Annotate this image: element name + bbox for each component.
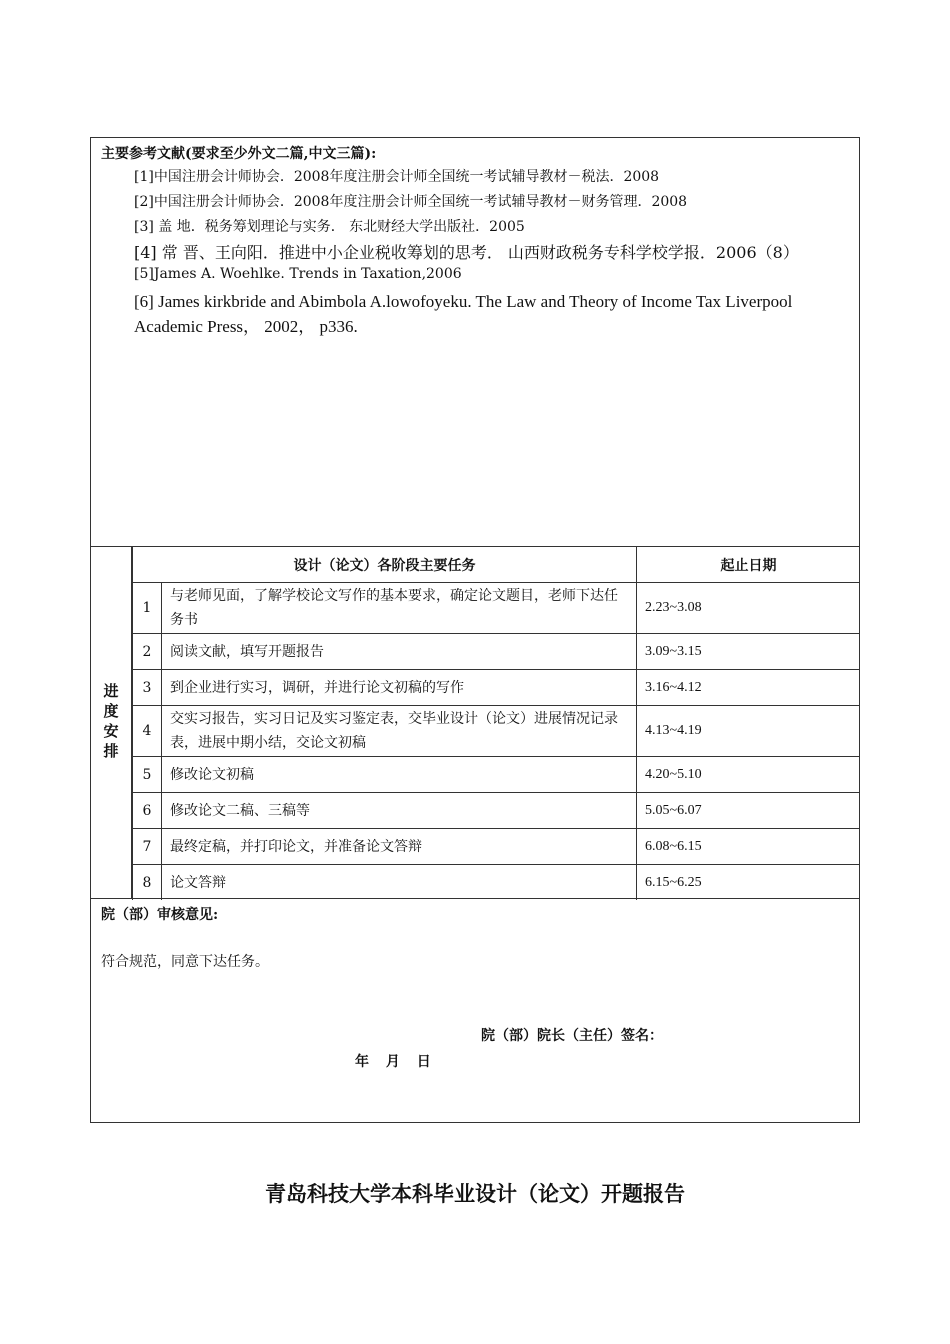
schedule-header-row [133, 547, 861, 583]
row-task: 与老师见面，了解学校论文写作的基本要求，确定论文题目，老师下达任务书 [162, 583, 637, 634]
row-number: 1 [133, 583, 162, 634]
table-row [133, 829, 861, 865]
row-date: 5.05~6.07 [637, 793, 861, 829]
row-date: 3.16~4.12 [637, 670, 861, 706]
document-title: 青岛科技大学本科毕业设计（论文）开题报告 [265, 1182, 685, 1206]
schedule-section [91, 547, 859, 899]
table-row [133, 793, 861, 829]
row-task: 交实习报告，实习日记及实习鉴定表，交毕业设计（论文）进展情况记录表，进展中期小结，交论文初稿 [162, 706, 637, 757]
row-number: 8 [133, 865, 162, 901]
row-date: 4.20~5.10 [637, 757, 861, 793]
form-frame [90, 137, 860, 1123]
reference-item-2: [2]中国注册会计师协会．2008年度注册会计师全国统一考试辅导教材－财务管理．2008 [134, 194, 688, 210]
row-number: 6 [133, 793, 162, 829]
table-row [133, 865, 861, 901]
row-number: 4 [133, 706, 162, 757]
signature-label: 院（部）院长（主任）签名： [481, 1028, 663, 1044]
row-task: 修改论文初稿 [162, 757, 637, 793]
row-task: 最终定稿，并打印论文，并准备论文答辩 [162, 829, 637, 865]
schedule-table [132, 547, 860, 900]
review-text: 符合规范，同意下达任务。 [101, 954, 269, 970]
date-label: 年 月 日 [355, 1054, 433, 1070]
references-title: 主要参考文献(要求至少外文二篇,中文三篇): [101, 146, 377, 162]
reference-item-5: [5]James A. Woehlke. Trends in Taxation,2006 [134, 266, 462, 282]
task-column-header: 设计（论文）各阶段主要任务 [133, 547, 637, 583]
reference-item-1: [1]中国注册会计师协会．2008年度注册会计师全国统一考试辅导教材－税法．2008 [134, 169, 660, 185]
reference-item-3: [3] 盖 地．税务筹划理论与实务． 东北财经大学出版社．2005 [134, 219, 525, 235]
schedule-side-label [91, 547, 132, 898]
table-row [133, 670, 861, 706]
reference-item-6: [6] James kirkbride and Abimbola A.lowofoyeku. The Law and Theory of Income Tax Liverpool Academic Press， 2002， p336. [134, 292, 793, 336]
table-row [133, 757, 861, 793]
table-row [133, 583, 861, 634]
row-task: 到企业进行实习，调研，并进行论文初稿的写作 [162, 670, 637, 706]
reference-item-4: [4] 常 晋、王向阳．推进中小企业税收筹划的思考． 山西财政税务专科学校学报．2006（8） [134, 243, 799, 262]
row-date: 4.13~4.19 [637, 706, 861, 757]
references-section [91, 138, 859, 547]
row-number: 2 [133, 634, 162, 670]
row-number: 3 [133, 670, 162, 706]
row-task: 修改论文二稿、三稿等 [162, 793, 637, 829]
date-column-header: 起止日期 [637, 547, 861, 583]
row-number: 5 [133, 757, 162, 793]
table-row [133, 706, 861, 757]
row-number: 7 [133, 829, 162, 865]
row-task: 阅读文献，填写开题报告 [162, 634, 637, 670]
schedule-side-label-text: 进度安排 [101, 682, 120, 763]
row-date: 6.08~6.15 [637, 829, 861, 865]
row-date: 6.15~6.25 [637, 865, 861, 901]
row-task: 论文答辩 [162, 865, 637, 901]
row-date: 2.23~3.08 [637, 583, 861, 634]
row-date: 3.09~3.15 [637, 634, 861, 670]
review-title: 院（部）审核意见: [101, 907, 219, 923]
table-row [133, 634, 861, 670]
review-section [91, 899, 859, 1123]
